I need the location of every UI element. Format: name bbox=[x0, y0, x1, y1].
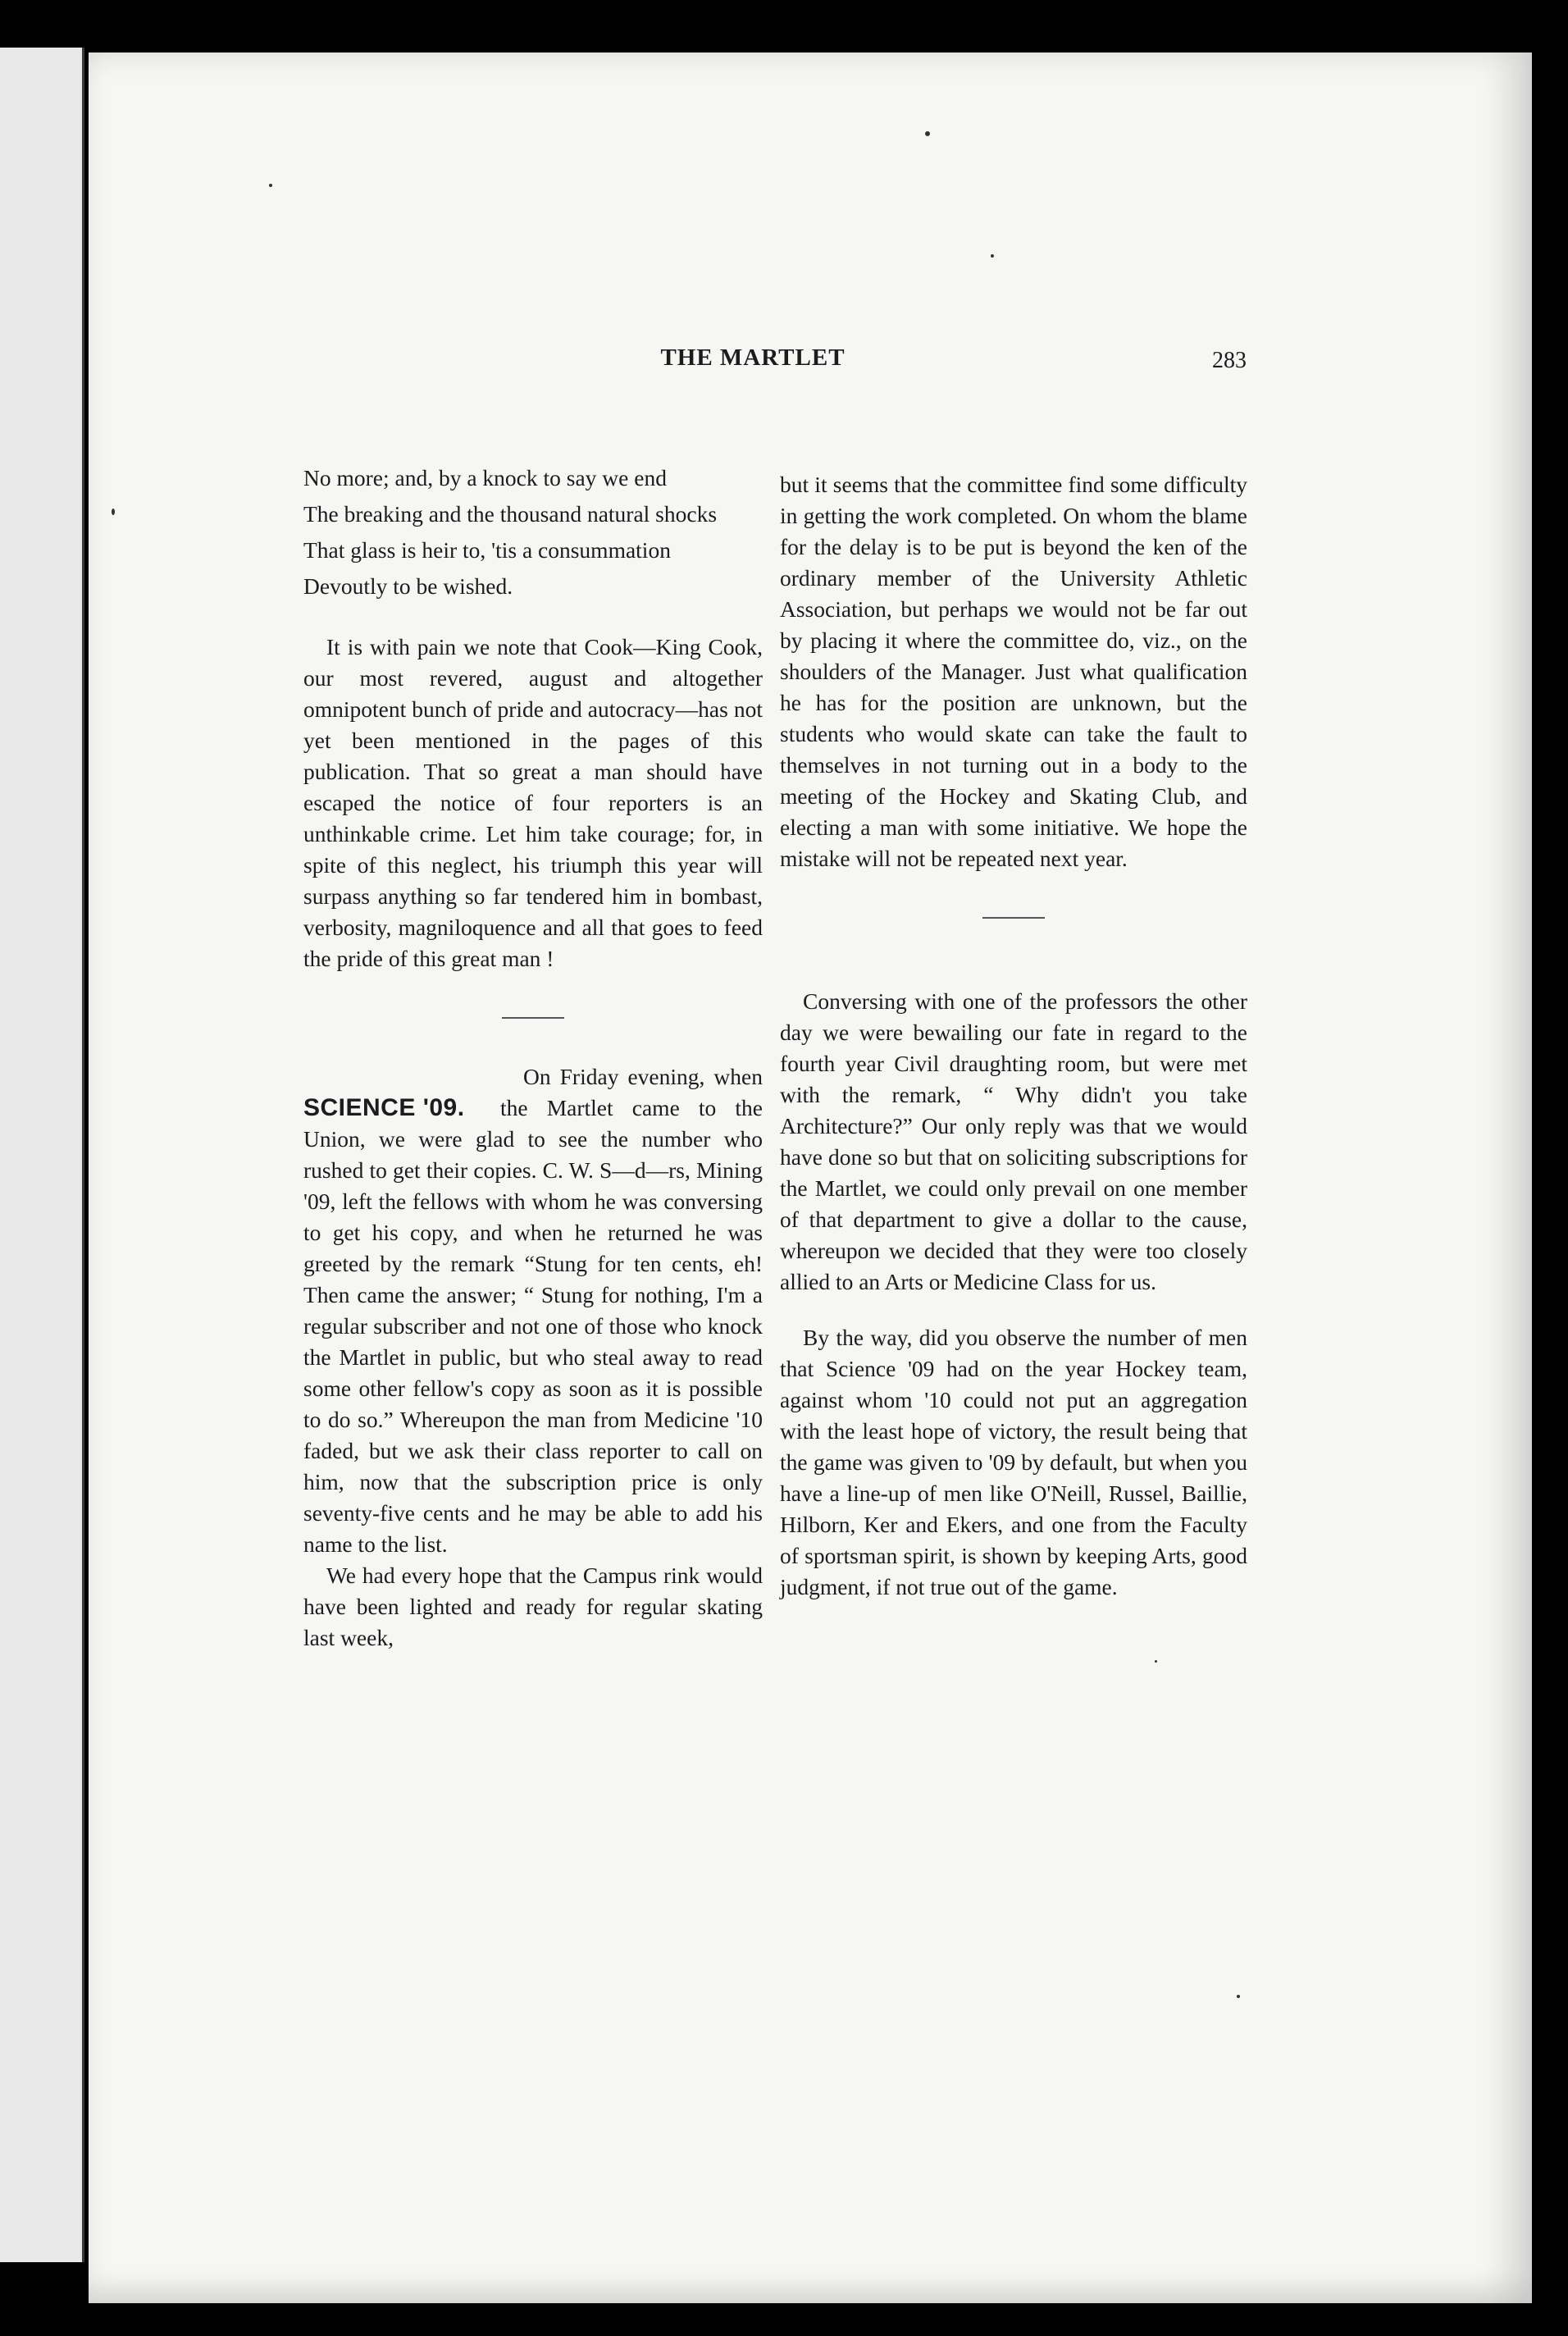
magazine-page bbox=[89, 52, 1532, 2303]
running-header-title: THE MARTLET bbox=[660, 344, 846, 371]
science-section bbox=[303, 1061, 763, 1560]
paragraph-rink: We had every hope that the Campus rink would have been lighted and ready for regular skating last week, bbox=[303, 1563, 763, 1650]
section-heading-science: SCIENCE '09. bbox=[303, 1094, 465, 1121]
page-number: 283 bbox=[1212, 348, 1247, 373]
paragraph-rink-continued: but it seems that the committee find some difficulty in getting the work completed. On whom the blame for the delay is to be put is beyond the ken of the ordinary member of the University Athletic Association, but perhaps we would not be far out by placing it where the committee do, viz., on the shoulders of the Manager. Just what qualification he has for the position are unknown, but the students who would skate can take the fault to themselves in not turning out in a body to the meeting of the Hockey and Skating Club, and electing a man with some initiative. We hope the mistake will not be repeated next year. bbox=[780, 472, 1247, 871]
verse-line: The breaking and the thousand natural shocks bbox=[303, 501, 718, 527]
right-column bbox=[780, 469, 1247, 1603]
paragraph-science: On Friday evening, when the Martlet came to the Union, we were glad to see the number who rushed to get their copies. C. W. S—d—rs, Mining '09, left the fellows with whom he was conversing to get his copy, and when he returned he was greeted by the remark “Stung for ten cents, eh! Then came the answer; “ Stung for nothing, I'm a regular subscriber and not one of those who knock the Martlet in public, but who steal away to read some other fellow's copy as soon as it is possible to do so.” Whereupon the man from Medicine '10 faded, but we ask their class reporter to call on him, now that the subscription price is only seventy-five cents and he may be able to add his name to the list. bbox=[303, 1064, 763, 1557]
paragraph-hockey: By the way, did you observe the number of men that Science '09 had on the year Hockey team, against whom '10 could not put an aggregation with the least hope of victory, the result being that the game was given to '09 by default, but when you have a line-up of men like O'Neill, Russel, Baillie, Hilborn, Ker and Ekers, and one from the Faculty of sportsman spirit, is shown by keeping Arts, good judgment, if not true out of the game. bbox=[780, 1325, 1247, 1599]
verse-line: Devoutly to be wished. bbox=[303, 573, 513, 599]
left-column bbox=[303, 463, 763, 1654]
facing-page-edge bbox=[0, 48, 84, 2262]
verse-line: That glass is heir to, 'tis a consummation bbox=[303, 537, 671, 563]
paragraph-cook: It is with pain we note that Cook—King Cook, our most revered, august and altogether omnipotent bunch of pride and autocracy—has not yet been mentioned in the pages of this publication. That so great a man should have escaped the notice of four reporters is an unthinkable crime. Let him take courage; for, in spite of this neglect, his triumph this year will surpass anything so far tendered him in bombast, verbosity, magniloquence and all that goes to feed the pride of this great man ! bbox=[303, 634, 763, 971]
paragraph-architecture: Conversing with one of the professors the other day we were bewailing our fate in regard to the fourth year Civil draughting room, but were met with the remark, “ Why didn't you take Architecture?” Our only reply was that we would have done so but that on soliciting subscriptions for the Martlet, we could only prevail on one member of that department to give a dollar to the cause, whereupon we decided that they were too closely allied to an Arts or Medicine Class for us. bbox=[780, 988, 1247, 1294]
verse-line: No more; and, by a knock to say we end bbox=[303, 465, 667, 490]
